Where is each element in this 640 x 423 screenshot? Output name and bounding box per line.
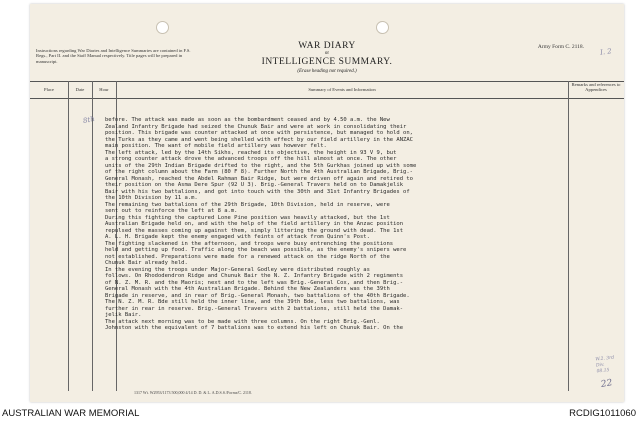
printer-line: 1317 Wt. W2953/1173 500,000 4/14 D. D. & L. A.D.S.S./Forms/C. 2118. (134, 390, 252, 395)
diary-text-line: General Monash with the 4th Australian Brigade. Behind the New Zealanders was the 39th (105, 286, 390, 292)
diary-text-line: The remaining two battalions of the 29th Brigade, 10th Division, held in reserve, were (105, 201, 390, 208)
title-or: or (324, 51, 330, 56)
diary-text-line: before. The attack was made as soon as the bombardment ceased and by 4.50 a.m. the New (105, 117, 390, 123)
diary-text-line: the 10th Division by 11 a.m. (105, 195, 198, 201)
diary-text-line: Johnston with the equivalent of 7 battalions was to extend his left on Chunuk Bair. On the (105, 325, 404, 331)
diary-text-line: follows. On Rhododendron Ridge and Chunuk Bair the N. Z. Infantry Brigade with 2 regiments (105, 273, 404, 279)
diary-text-line: Bair with his two battalions, and got into touch with the 30th and 31st Infantry Brigades of (105, 188, 410, 195)
diary-text-line: held and getting up food. Traffic along the beach was possible, as the enemy's snipers were (105, 247, 407, 253)
diary-text-line: main position. The want of mobile field artillery was however felt. (105, 143, 327, 149)
diary-text-line: further in rear in reserve. Brig.-General Travers with 2 battalions, still held the Damak- (105, 305, 404, 312)
column-header-date: Date (75, 87, 85, 92)
column-header-summary: Summary of Events and Information (308, 87, 376, 92)
punch-hole (376, 21, 389, 34)
column-divider (92, 81, 93, 391)
column-header-hour: Hour (99, 87, 109, 92)
diary-text-line: repulsed the masses coming up against them, simply littering the ground with dead. The 1st (105, 227, 404, 234)
handwritten-margin-note: W.2. 3rd Div. 08.15 (595, 355, 615, 375)
archive-name: AUSTRALIAN WAR MEMORIAL (2, 408, 140, 419)
diary-entry-text (105, 117, 531, 332)
diary-text-line: The fighting slackened in the afternoon, and troops were busy entrenching the positions (105, 240, 394, 247)
handwritten-page-number: 22 (600, 378, 614, 390)
diary-text-line: of the right column about the Farm (80 F 8). Further North the 4th Australian Brigade, Brig.- (105, 169, 413, 175)
diary-text-line: Zealand Infantry Brigade had seized the Chunuk Bair and were at work in consolidating their (105, 123, 407, 130)
diary-text-line: In the evening the troops under Major-General Godley were distributed roughly as (105, 266, 370, 273)
column-header-place: Place (44, 87, 54, 92)
diary-text-line: the Turks as they came and went being shelled with effect by our field artillery in the ANZAC (105, 136, 413, 143)
archive-id: RCDIG1011060 (569, 408, 636, 419)
diary-text-line: not established. Preparations were made for a renewed attack on the ridge North of the (105, 253, 390, 260)
handwritten-annotation-top: I. 2 (599, 47, 613, 57)
diary-text-line: sent out to reinforce the left at 8 a.m. (105, 208, 238, 214)
diary-text-line: jelik Bair. (105, 312, 142, 318)
intelligence-summary-title: INTELLIGENCE SUMMARY. (261, 57, 393, 67)
diary-text-line: of N. Z. M. R. and the Maoris; next and to the left was Brig.-General Cox, and then Brig.- (105, 279, 404, 286)
diary-text-line: The attack next morning was to be made with three columns. On the right Brig.-Genl. (105, 318, 380, 325)
diary-text-line: The left attack, led by the 14th Sikhs, reached its objective, the height in 93 V 9, but (105, 149, 397, 156)
diary-text-line: A. L. H. Brigade kept the enemy engaged with feints of attack from Quinn's Post. (105, 234, 370, 240)
diary-text-line: During this fighting the captured Lone Pine position was heavily attacked, but the 1st (105, 214, 390, 221)
diary-text-line: units of the 29th Indian Brigade drifted to the right, and the 5th Gurkhas joined up with some (105, 162, 417, 169)
column-header-remarks: Remarks and references to Appendices (571, 82, 621, 92)
diary-text-line: The N. Z. M. R. Bde still held the inner line, and the 39th Bde, less two battalions, was (105, 299, 400, 305)
handwritten-date: 8th (82, 114, 96, 126)
diary-text-line: position. This brigade was counter attacked at once with persistence, but managed to hold on, (105, 130, 413, 136)
army-form-label: Army Form C. 2118. (537, 44, 584, 50)
diary-text-line: Brigade in reserve, and in rear of Brig.-General Monash, two battalions of the 40th Brigade. (105, 292, 410, 299)
war-diary-title: WAR DIARY (298, 41, 356, 51)
diary-text-line: Australian Brigade held on, and with the help of the field artillery in the Anzac position (105, 221, 404, 227)
column-divider (568, 81, 569, 391)
column-divider (68, 81, 69, 391)
instructions-note: Instructions regarding War Diaries and Intelligence Summaries are contained in F.S. Regs., Part II. and the Staff Manual respectively. Title pages will be prepared in manuscript. (36, 48, 191, 64)
punch-hole (156, 21, 169, 34)
diary-text-line: a strong counter attack drove the advanced troops off the hill almost at once. The other (105, 156, 397, 162)
diary-text-line: General Monash, reached the Abdel Rahman Bair Ridge, but were driven off again and retired to (105, 175, 413, 182)
diary-text-line: their position on the Asma Dere Spur (92 U 3). Brig.-General Travers held on to Damakjelik (105, 182, 404, 188)
erase-note: (Erase heading not required.) (297, 69, 357, 74)
diary-text-line: Chunuk Bair already held. (105, 260, 188, 266)
